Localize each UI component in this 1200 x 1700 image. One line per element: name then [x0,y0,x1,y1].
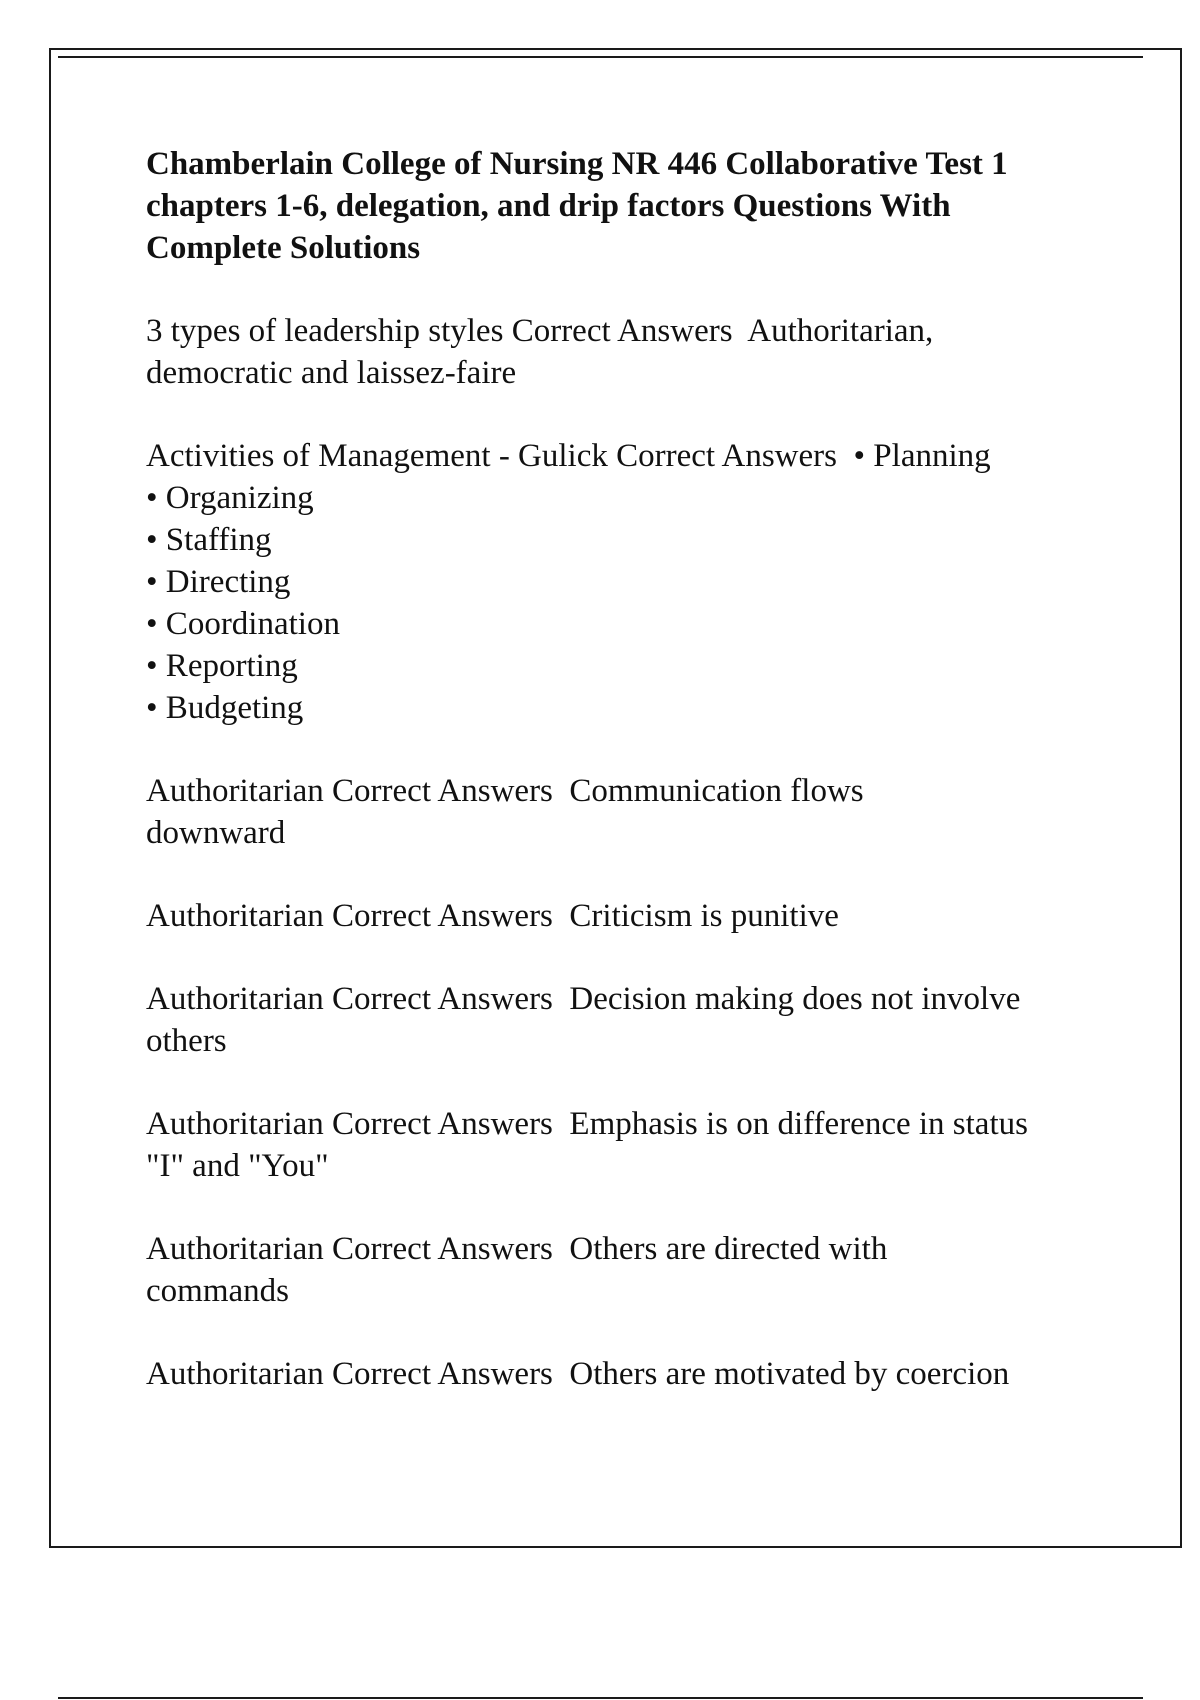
question-text: Authoritarian [146,898,324,934]
answer-marker: Correct Answers [332,898,553,934]
qa-item [146,1353,1026,1395]
question-text: Authoritarian [146,1231,324,1267]
question-text: Authoritarian [146,981,324,1017]
question-text: Authoritarian [146,1356,324,1392]
qa-item [146,895,1026,937]
qa-item [146,770,976,854]
footer-rule [58,1697,1143,1699]
answer-marker: Correct Answers [332,981,553,1017]
header-rule [58,56,1143,58]
qa-item [146,1228,1026,1312]
document-title: Chamberlain College of Nursing NR 446 Collaborative Test 1 chapters 1-6, delegation, and drip factors Questions With Complete Solutions [146,146,1008,266]
answer-text: Others are motivated by coercion [569,1356,1010,1392]
question-text: Authoritarian [146,773,324,809]
question-text: Activities of Management - Gulick [146,438,608,474]
qa-item [146,1103,1066,1187]
bullet-item: • Coordination [146,606,340,642]
answer-text: Decision making does not involve others [146,981,1029,1059]
answer-marker: Correct Answers [616,438,837,474]
answer-marker: Correct Answers [511,313,733,349]
answer-text: Others are directed with commands [146,1231,896,1309]
answer-marker: Correct Answers [332,1356,553,1392]
answer-text: • Planning [853,438,991,474]
answer-text: Criticism is punitive [569,898,839,934]
question-text: Authoritarian [146,1106,324,1142]
answer-marker: Correct Answers [332,1231,553,1267]
answer-text: Emphasis is on difference in status "I" and "You" [146,1106,1037,1184]
question-text: 3 types of leadership styles [146,313,504,349]
qa-item [146,978,1029,1062]
bullet-item: • Organizing [146,480,314,516]
qa-item [146,435,1106,729]
document-body [146,143,1106,1436]
bullet-item: • Directing [146,564,291,600]
bullet-item: • Reporting [146,648,298,684]
bullet-item: • Budgeting [146,690,304,726]
answer-text: Authoritarian, democratic and laissez-faire [146,313,942,391]
qa-item [146,310,1026,394]
answer-text: Communication flows downward [146,773,872,851]
bullet-item: • Staffing [146,522,272,558]
answer-marker: Correct Answers [332,1106,553,1142]
answer-marker: Correct Answers [332,773,553,809]
